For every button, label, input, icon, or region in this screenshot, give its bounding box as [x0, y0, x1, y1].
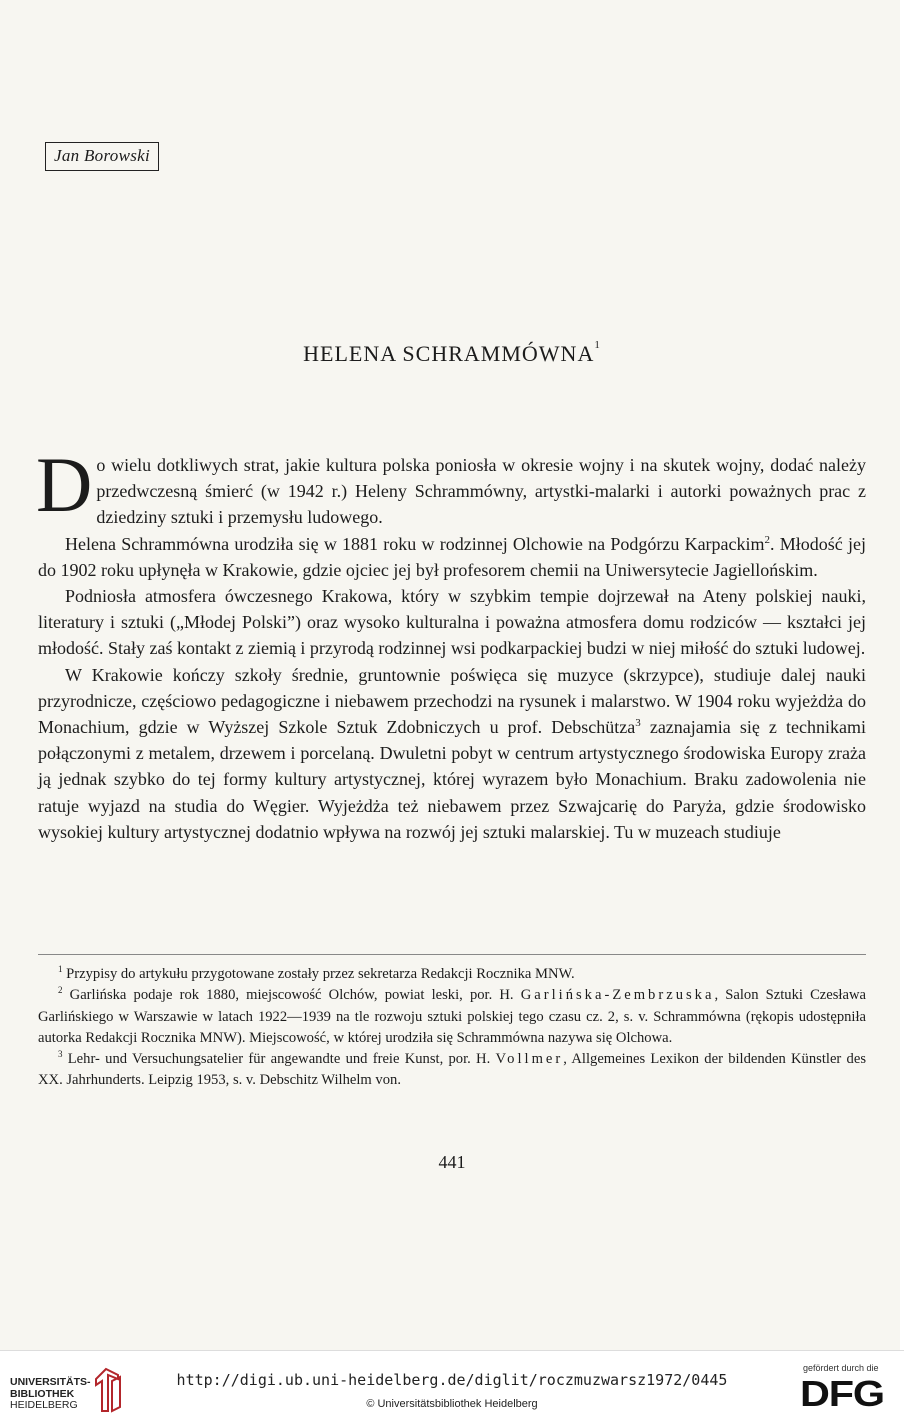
article-body	[36, 441, 866, 845]
paragraph-2-text-a: Helena Schrammówna urodziła się w 1881 roku w rodzinnej Olchowie na Podgórzu Karpackim	[65, 533, 765, 554]
paragraph-1	[36, 441, 866, 531]
author-name: Jan Borowski	[45, 142, 159, 171]
copyright-notice: © Universitätsbibliothek Heidelberg	[366, 1398, 538, 1410]
drop-cap: D	[36, 441, 93, 528]
page-number: 441	[438, 1152, 466, 1172]
paragraph-3	[38, 583, 866, 662]
footnote-2-author: Garlińska-Zembrzuska	[520, 987, 715, 1004]
footnote-3-number: 3	[58, 1049, 63, 1060]
footnote-2-text-a: Garlińska podaje rok 1880, miejscowość Olchów, powiat leski, por. H.	[69, 987, 521, 1004]
paragraph-2-text-b: . Młodość jej do 1902 roku upłynęła w Krakowie, gdzie ojciec jej był profesorem chemii na Uniwersytecie Jagiellońskim.	[38, 533, 866, 580]
viewer-footer	[0, 1350, 904, 1422]
footnote-3-text-b: , Allgemeines Lexikon der bildenden Künstler des XX. Jahrhunderts. Leipzig 1953, s. v. Debschitz Wilhelm von.	[38, 1051, 866, 1089]
footnote-2-number: 2	[58, 985, 63, 996]
footnote-1-number: 1	[58, 964, 63, 975]
footnote-1	[38, 964, 866, 985]
paragraph-4	[38, 662, 866, 845]
library-logo-line3: HEIDELBERG	[10, 1399, 78, 1411]
funder-caption: gefördert durch die	[803, 1363, 879, 1373]
footnote-3-author: Vollmer	[495, 1051, 564, 1068]
paragraph-4-text-b: zaznajamia się z technikami połączonymi z metalem, drzewem i porcelaną. Dwuletni pobyt w centrum artystycznego środowiska Europy zraża ją jednak szybko do tej formy kultury artystycznej, której wyrazem było Monachium. Braku zadowolenia nie ratuje wyjazd na studia do Węgier. Wyjeżdża też niebawem przez Szwajcarię do Paryża, gdzie środowisko wysokiej kultury artystycznej dodatnio wpływa na rozwój jej sztuki malarskiej. Tu w muzeach studiuje	[38, 717, 866, 842]
footnote-divider	[38, 954, 866, 955]
library-logo-line1: UNIVERSITÄTS-	[10, 1376, 91, 1388]
footnote-2	[38, 985, 866, 1049]
paragraph-4-text-a: W Krakowie kończy szkoły średnie, gruntownie poświęca się muzyce (skrzypce), studiuje dalej nauki przyrodnicze, częściowo pedagogiczne i niebawem przechodzi na rysunek i malarstwo. W 1904 roku wyjeżdża do Monachium, gdzie w Wyższej Szkole Sztuk Zdobniczych u prof. Debschütza	[38, 664, 866, 738]
paragraph-2	[38, 531, 866, 583]
library-logo-line2: BIBLIOTHEK	[10, 1387, 75, 1400]
title-footnote-ref: 1	[594, 339, 601, 351]
footnotes	[38, 964, 866, 1092]
paragraph-1-text: o wielu dotkliwych strat, jakie kultura polska poniosła w okresie wojny i na skutek wojny, dodać należy przedwczesną śmierć (w 1942 r.) Heleny Schrammówny, artystki-malarki i autorki poważnych prac z dziedziny sztuki i przemysłu ludowego.	[96, 455, 866, 528]
footnote-2-text-b: , Salon Sztuki Czesława Garlińskiego w Warszawie w latach 1922—1939 na tle rozwoju sztuki polskiej tego czasu cz. 2, s. v. Schrammówna (rękopis udostępniła autorka Redakcji Rocznika MNW). Miejscowość, w której urodziła się Schrammówna nazywa się Olchowa.	[38, 987, 866, 1046]
title-text: HELENA SCHRAMMÓWNA	[303, 341, 595, 366]
footnote-3	[38, 1049, 866, 1092]
dfg-logo[interactable]: DFG	[800, 1373, 884, 1414]
footnote-ref-3: 3	[635, 717, 641, 730]
article-title	[0, 341, 904, 367]
permalink-url[interactable]: http://digi.ub.uni-heidelberg.de/diglit/roczmuzwarsz1972/0445	[176, 1371, 728, 1389]
paragraph-3-text: Podniosła atmosfera ówczesnego Krakowa, który w szybkim tempie dojrzewał na Ateny polskiej nauki, literatury i sztuki („Młodej Polski”) oraz wysoko kulturalna i poważna atmosfera domu rodziców — kształci jej młodość. Stały zaś kontakt z ziemią i przyrodą rodzinnej wsi podkarpackiej budzi w niej miłość do sztuki ludowej.	[38, 586, 866, 659]
footnote-3-text-a: Lehr- und Versuchungsatelier für angewandte und freie Kunst, por. H.	[67, 1051, 496, 1068]
footnote-ref-2: 2	[764, 533, 771, 546]
footnote-1-text: Przypisy do artykułu przygotowane zostały przez sekretarza Redakcji Rocznika MNW.	[66, 966, 575, 982]
